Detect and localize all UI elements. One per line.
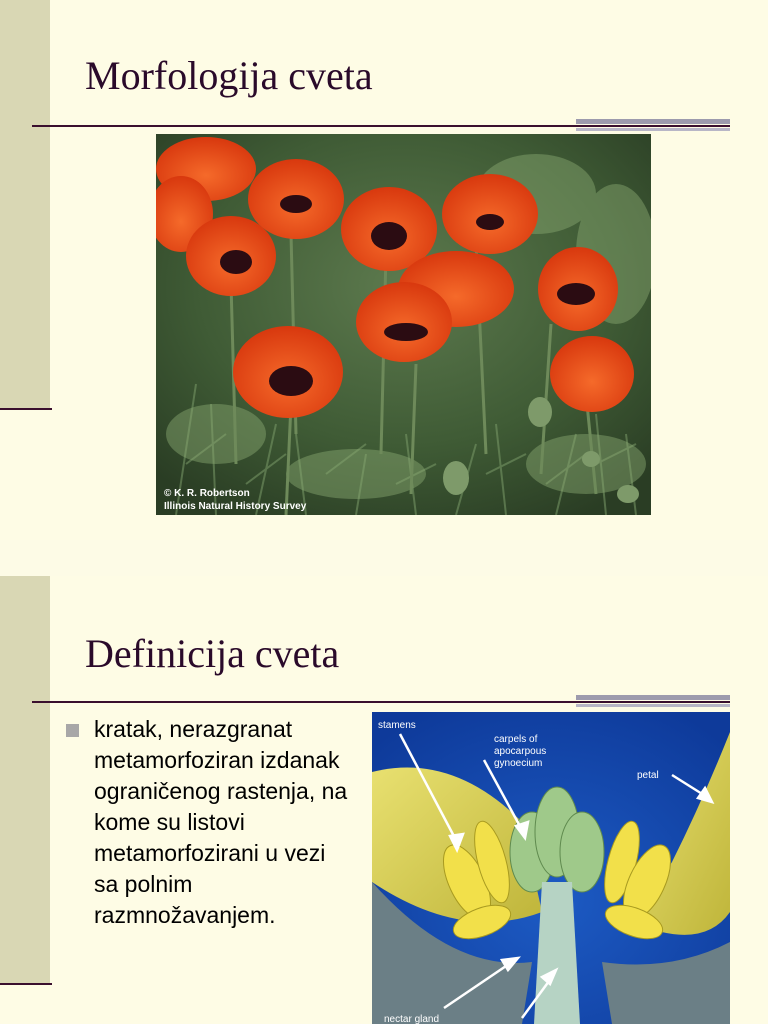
slide-title: Definicija cveta	[85, 631, 340, 676]
label-stamens: stamens	[378, 720, 416, 731]
title-rule-accent	[576, 695, 730, 700]
title-rule	[32, 701, 730, 703]
label-nectar-gland: nectar gland	[384, 1014, 440, 1024]
side-accent-line	[0, 408, 52, 410]
label-carpels-1: carpels of	[494, 734, 538, 745]
slide-definicija	[0, 576, 768, 1024]
label-carpels-3: gynoecium	[494, 758, 543, 769]
title-rule-accent-secondary	[576, 704, 730, 707]
photo-credit-line2: Illinois Natural History Survey	[164, 501, 307, 512]
photo-credit-line1: © K. R. Robertson	[164, 488, 250, 499]
poppies-photo	[156, 134, 651, 515]
side-accent-bar	[0, 576, 50, 984]
title-rule-accent	[576, 119, 730, 124]
side-accent-bar	[0, 0, 50, 409]
title-rule-accent-secondary	[576, 128, 730, 131]
definition-text: kratak, nerazgranat metamorfoziran izdanak ograničenog rastenja, na kome su listovi metamorfozirani u vezi sa polnim razmnožavanjem.	[94, 716, 348, 928]
label-petal: petal	[637, 770, 659, 781]
flower-section-diagram	[372, 712, 730, 1024]
label-carpels-2: apocarpous	[494, 746, 547, 757]
title-rule	[32, 125, 730, 127]
side-accent-line	[0, 983, 52, 985]
slide-title: Morfologija cveta	[85, 53, 373, 98]
slide-gap	[0, 540, 768, 576]
bullet-marker	[66, 724, 79, 737]
